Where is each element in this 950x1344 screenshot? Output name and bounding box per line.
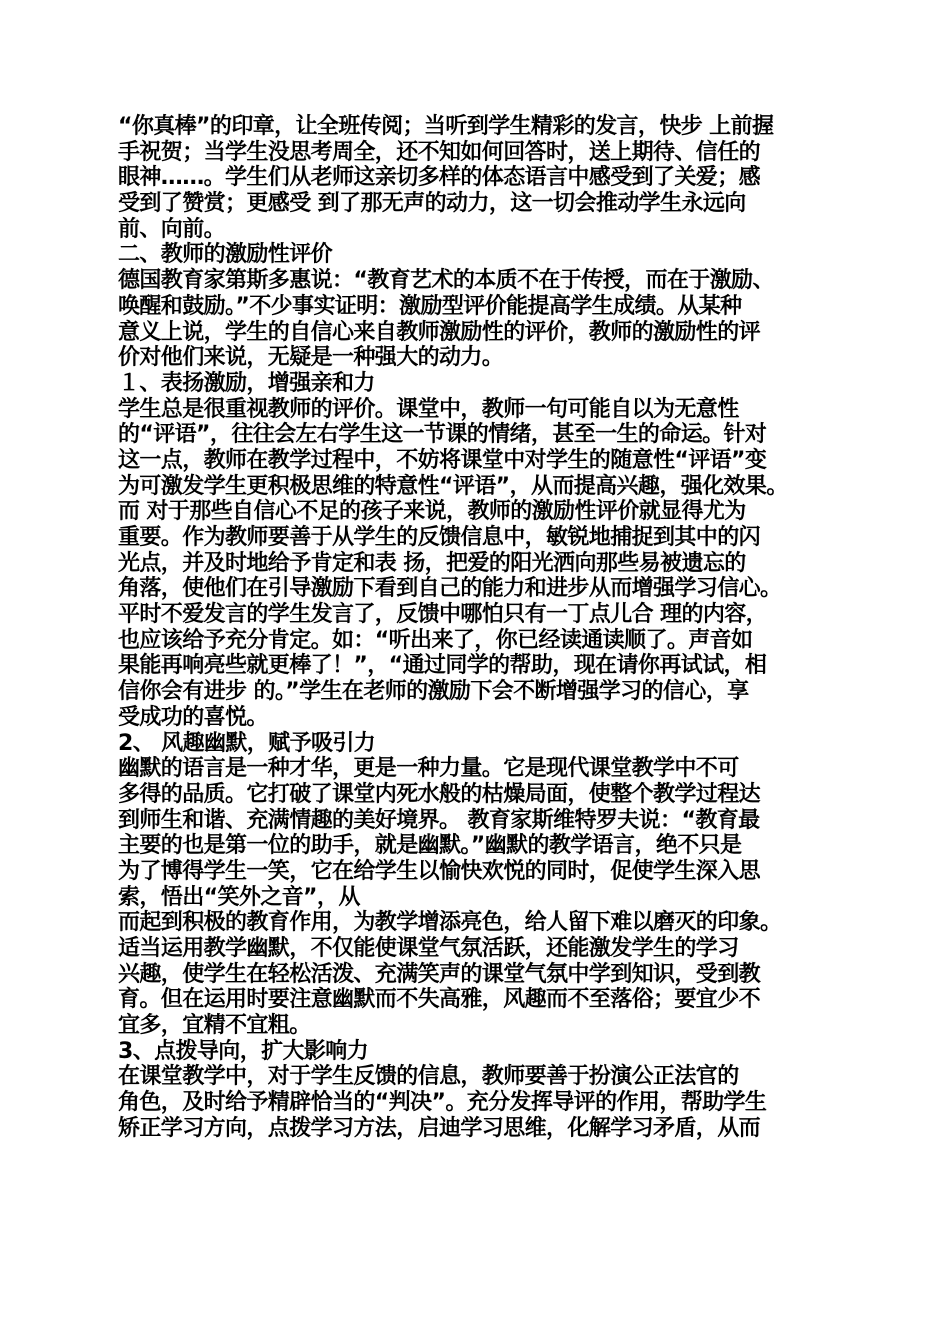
subsection-heading: 2、 风趣幽默，赋予吸引力 — [118, 730, 376, 756]
text-line: 兴趣，使学生在轻松活泼、充满笑声的课堂气氛中学到知识，受到教 — [118, 961, 761, 987]
text-line: 重要。作为教师要善于从学生的反馈信息中，敏锐地捕捉到其中的闪 — [118, 525, 761, 550]
text-line: 在课堂教学中，对于学生反馈的信息，教师要善于扮演公正法官的 — [118, 1064, 739, 1090]
text-line: 为了博得学生一笑，它在给学生以愉快欢悦的同时，促使学生深入思 — [118, 858, 761, 884]
text-line: 价对他们来说，无疑是一种强大的动力。 — [118, 345, 504, 371]
text-line: 唤醒和鼓励。”不少事实证明：激励型评价能提高学生成绩。从某种 — [118, 293, 742, 319]
text-line: 意义上说，学生的自信心来自教师激励性的评价，教师的激励性的评 — [118, 319, 761, 345]
text-line: 幽默的语言是一种才华，更是一种力量。它是现代课堂教学中不可 — [118, 756, 739, 782]
text-line: 信你会有进步 的。”学生在老师的激励下会不断增强学习的信心，享 — [118, 679, 749, 705]
text-line: 学生总是很重视教师的评价。课堂中，教师一句可能自以为无意性 — [118, 396, 739, 422]
text-line: 平时不爱发言的学生发言了，反馈中哪怕只有一丁点儿合 理的内容， — [118, 602, 768, 628]
text-line: 多得的品质。它打破了课堂内死水般的枯燥局面，使整个教学过程达 — [118, 781, 761, 807]
text-line: 手祝贺；当学生没思考周全，还不知如何回答时，送上期待、信任的 — [118, 139, 761, 165]
text-line: 到师生和谐、充满情趣的美好境界。 教育家斯维特罗夫说：“教育最 — [118, 807, 760, 833]
subsection-heading: １、表扬激励，增强亲和力 — [118, 370, 375, 396]
text-line: 也应该给予充分肯定。如：“听出来了，你已经读通读顺了。声音如 — [118, 627, 753, 653]
text-line: 为可激发学生更积极思维的特意性“评语”，从而提高兴趣，强化效果。 — [118, 473, 788, 499]
subsection-heading: 3、点拨导向，扩大影响力 — [118, 1038, 369, 1064]
section-heading: 二、教师的激励性评价 — [118, 242, 333, 268]
text-line: 德国教育家第斯多惠说：“教育艺术的本质不在于传授，而在于激励、 — [118, 268, 774, 294]
text-line: 宜多，宜精不宜粗。 — [118, 1013, 311, 1039]
text-line: 而 对于那些自信心不足的孩子来说，教师的激励性评价就显得尤为 — [118, 499, 746, 525]
text-line: 索，悟出“笑外之音”，从 — [118, 884, 360, 910]
text-line: 受成功的喜悦。 — [118, 704, 268, 730]
text-line: “你真棒”的印章，让全班传阅；当听到学生精彩的发言，快步 上前握 — [118, 114, 774, 139]
text-line: 而起到积极的教育作用，为教学增添亮色，给人留下难以磨灭的印象。 — [118, 910, 782, 936]
text-line: 育。但在运用时要注意幽默而不失高雅，风趣而不至落俗；要宜少不 — [118, 987, 761, 1013]
body-text — [118, 114, 858, 1142]
text-line: 角落，使他们在引导激励下看到自己的能力和进步从而增强学习信心。 — [118, 576, 782, 602]
text-line: 角色，及时给予精辟恰当的“判决”。充分发挥导评的作用，帮助学生 — [118, 1090, 767, 1116]
text-line: 受到了赞赏；更感受 到了那无声的动力，这一切会推动学生永远向 — [118, 191, 746, 217]
text-line: 主要的也是第一位的助手，就是幽默。”幽默的教学语言，绝不只是 — [118, 833, 742, 859]
text-line: 适当运用教学幽默，不仅能使课堂气氛活跃，还能激发学生的学习 — [118, 936, 739, 961]
text-line: 矫正学习方向，点拨学习方法，启迪学习思维，化解学习矛盾，从而 — [118, 1115, 761, 1141]
text-line: 的“评语”，往往会左右学生这一节课的情绪，甚至一生的命运。针对 — [118, 422, 767, 448]
text-line: 果能再响亮些就更棒了！”，“通过同学的帮助，现在请你再试试，相 — [118, 653, 767, 679]
text-line: 光点，并及时地给予肯定和表 扬，把爱的阳光洒向那些易被遗忘的 — [118, 550, 746, 576]
text-line: 前、向前。 — [118, 216, 226, 242]
text-line: 这一点，教师在教学过程中，不妨将课堂中对学生的随意性“评语”变 — [118, 447, 767, 473]
text-line: 眼神……。学生们从老师这亲切多样的体态语言中感受到了关爱；感 — [118, 165, 761, 191]
